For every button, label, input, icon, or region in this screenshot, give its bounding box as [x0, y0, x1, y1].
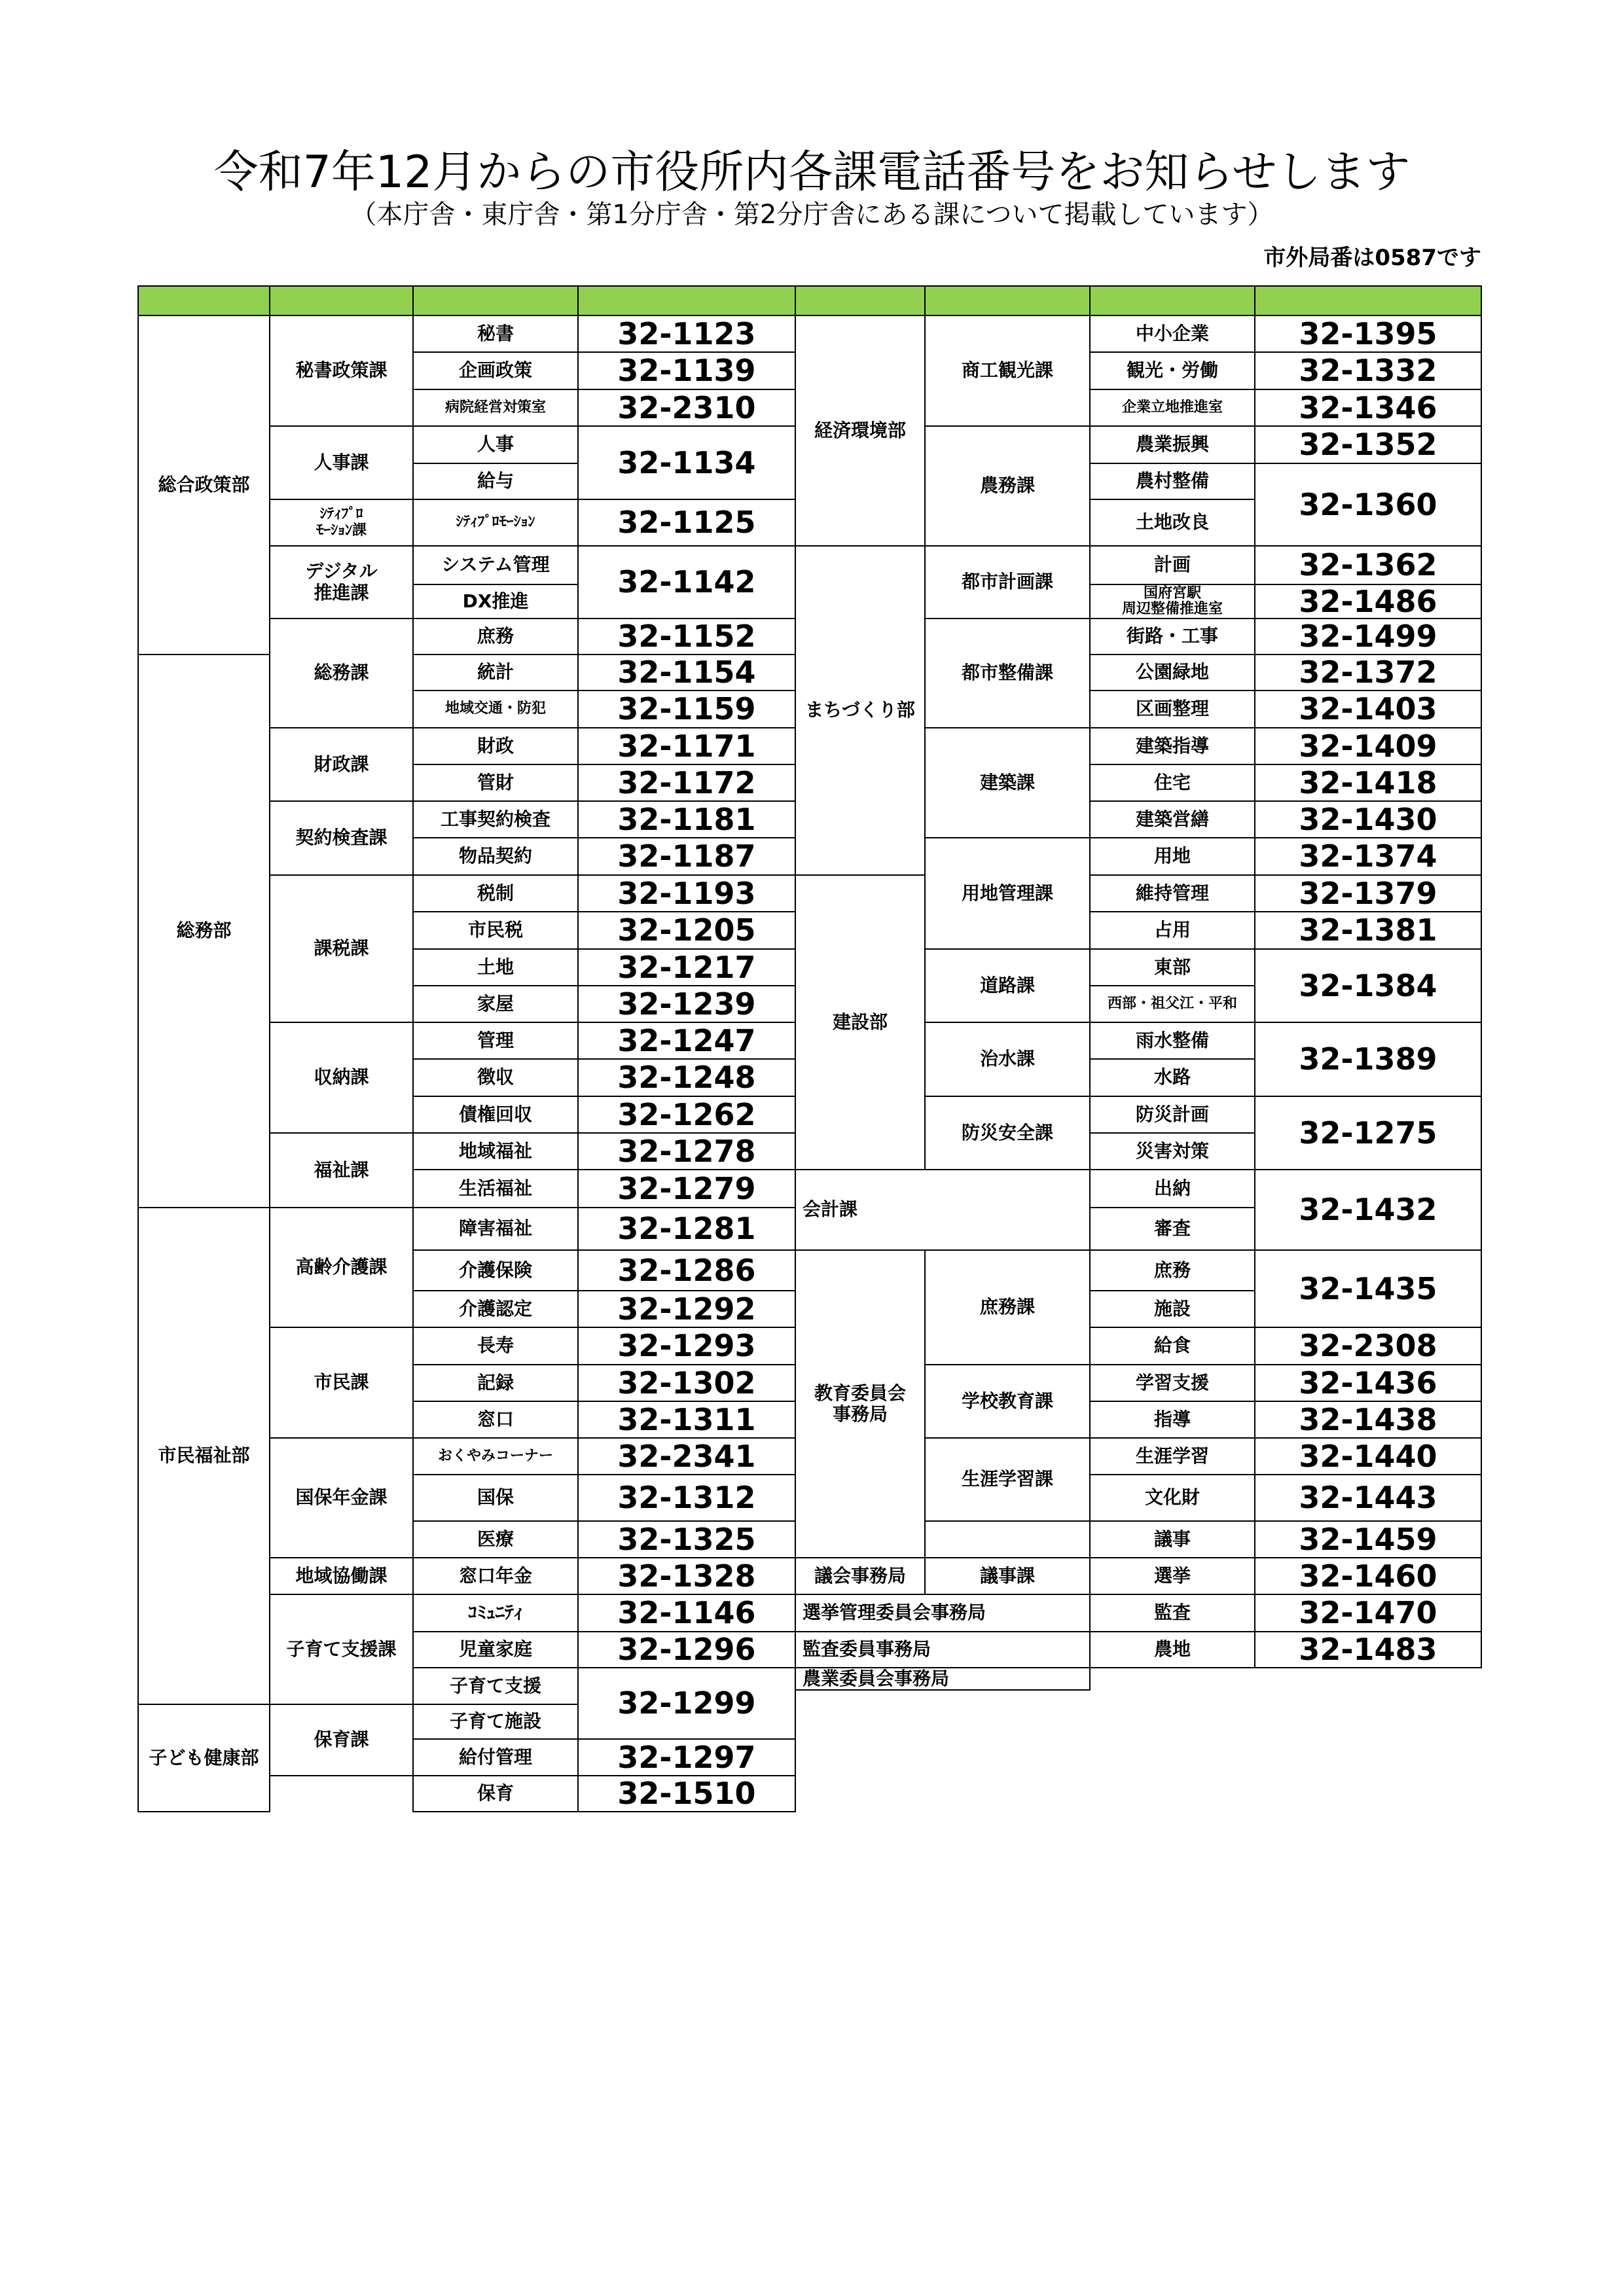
- right-header-dept: [795, 285, 926, 316]
- left-phone-3: 32-2310: [577, 389, 796, 427]
- left-group-1: 秘書: [412, 315, 579, 353]
- left-header-section: [269, 285, 414, 316]
- left-group-22: 債権回収: [412, 1096, 579, 1134]
- left-section-4: デジタル 推進課: [269, 545, 414, 619]
- right-group-1: 中小企業: [1089, 315, 1255, 353]
- right-section-11: 学校教育課: [924, 1364, 1091, 1439]
- left-phone-9: 32-1159: [577, 690, 796, 728]
- left-group-34: 窓口年金: [412, 1557, 579, 1595]
- right-group-2: 観光・労働: [1089, 351, 1255, 390]
- left-phone-36: 32-1297: [577, 1738, 796, 1776]
- right-section-2: 農務課: [924, 425, 1091, 547]
- left-group-40: 保育: [412, 1775, 579, 1812]
- left-phone-13: 32-1187: [577, 837, 796, 876]
- left-phone-5: 32-1125: [577, 499, 796, 547]
- right-group-3: 企業立地推進室: [1089, 389, 1255, 427]
- left-group-20: 管理: [412, 1022, 579, 1060]
- left-group-23: 地域福祉: [412, 1132, 579, 1170]
- left-section-16: 保育課: [269, 1704, 414, 1776]
- right-group-25: 審査: [1089, 1207, 1255, 1251]
- page-subtitle: （本庁舎・東庁舎・第1分庁舎・第2分庁舎にある課について掲載しています）: [350, 200, 1274, 230]
- right-group-4: 農業振興: [1089, 425, 1255, 464]
- right-phone-19: 32-1275: [1254, 1096, 1482, 1170]
- left-group-4: 人事: [412, 425, 579, 464]
- right-group-11: 区画整理: [1089, 690, 1255, 728]
- left-group-30: 窓口: [412, 1401, 579, 1439]
- right-phone-24: 32-1438: [1254, 1401, 1482, 1439]
- left-phone-29: 32-2341: [577, 1437, 796, 1475]
- left-phone-34: 32-1296: [577, 1631, 796, 1668]
- left-phone-4: 32-1134: [577, 425, 796, 500]
- right-phone-20: 32-1432: [1254, 1169, 1482, 1251]
- left-phone-16: 32-1217: [577, 948, 796, 986]
- left-group-13: 管財: [412, 764, 579, 802]
- left-section-7: 契約検査課: [269, 800, 414, 876]
- right-dept-8: 監査委員事務局: [795, 1631, 1091, 1668]
- left-phone-21: 32-1278: [577, 1132, 796, 1170]
- right-dept-4: 会計課: [795, 1169, 1091, 1251]
- right-dept-6: 議会事務局: [795, 1557, 926, 1595]
- left-group-3: 病院経営対策室: [412, 389, 579, 427]
- right-section-8: 治水課: [924, 1022, 1091, 1097]
- left-group-28: 長寿: [412, 1327, 579, 1365]
- right-group-36: 農地: [1089, 1631, 1255, 1668]
- left-section-1: 秘書政策課: [269, 315, 414, 427]
- left-section-12: 市民課: [269, 1327, 414, 1439]
- right-phone-21: 32-1435: [1254, 1249, 1482, 1328]
- left-group-17: 市民税: [412, 911, 579, 950]
- left-phone-33: 32-1146: [577, 1594, 796, 1632]
- right-group-8: 国府宮駅 周辺整備推進室: [1089, 584, 1255, 619]
- left-group-32: 国保: [412, 1474, 579, 1522]
- left-group-37: 子育て支援: [412, 1667, 579, 1705]
- right-phone-12: 32-1418: [1254, 764, 1482, 802]
- left-phone-27: 32-1302: [577, 1364, 796, 1402]
- right-group-34: 選挙: [1089, 1557, 1255, 1595]
- right-dept-2: まちづくり部: [795, 545, 926, 876]
- right-phone-1: 32-1395: [1254, 315, 1482, 353]
- right-group-31: 生涯学習: [1089, 1437, 1255, 1475]
- left-group-15: 物品契約: [412, 837, 579, 876]
- right-phone-26: 32-1443: [1254, 1474, 1482, 1522]
- right-group-18: 東部: [1089, 948, 1255, 986]
- left-phone-8: 32-1154: [577, 654, 796, 691]
- left-group-38: 子育て施設: [412, 1704, 579, 1740]
- right-phone-15: 32-1379: [1254, 874, 1482, 912]
- left-section-13: 国保年金課: [269, 1437, 414, 1558]
- right-group-14: 建築営繕: [1089, 800, 1255, 838]
- right-section-5: 建築課: [924, 727, 1091, 838]
- left-section-2: 人事課: [269, 425, 414, 500]
- left-group-39: 給付管理: [412, 1738, 579, 1776]
- left-section-15: 子育て支援課: [269, 1594, 414, 1705]
- left-group-21: 徴収: [412, 1058, 579, 1097]
- left-phone-10: 32-1171: [577, 727, 796, 765]
- right-group-6: 土地改良: [1089, 499, 1255, 547]
- right-phone-23: 32-1436: [1254, 1364, 1482, 1402]
- left-dept-3: 市民福祉部: [137, 1207, 270, 1705]
- right-group-22: 防災計画: [1089, 1096, 1255, 1134]
- right-header-group: [1089, 285, 1255, 316]
- left-phone-32: 32-1328: [577, 1557, 796, 1595]
- right-group-23: 災害対策: [1089, 1132, 1255, 1170]
- right-section-7: 道路課: [924, 948, 1091, 1023]
- right-phone-4: 32-1352: [1254, 425, 1482, 464]
- left-group-33: 医療: [412, 1520, 579, 1558]
- left-group-8: DX推進: [412, 584, 579, 619]
- right-section-3: 都市計画課: [924, 545, 1091, 619]
- left-phone-2: 32-1139: [577, 351, 796, 390]
- right-group-27: 施設: [1089, 1290, 1255, 1328]
- left-phone-11: 32-1172: [577, 764, 796, 802]
- right-phone-28: 32-1460: [1254, 1557, 1482, 1595]
- right-section-1: 商工観光課: [924, 315, 1091, 427]
- right-phone-3: 32-1346: [1254, 389, 1482, 427]
- right-group-20: 雨水整備: [1089, 1022, 1255, 1060]
- left-group-9: 庶務: [412, 618, 579, 655]
- right-group-16: 維持管理: [1089, 874, 1255, 912]
- left-section-14: 地域協働課: [269, 1557, 414, 1595]
- left-group-19: 家屋: [412, 985, 579, 1023]
- right-dept-5: 教育委員会 事務局: [795, 1249, 926, 1558]
- right-group-30: 指導: [1089, 1401, 1255, 1439]
- right-phone-5: 32-1360: [1254, 463, 1482, 547]
- left-group-10: 統計: [412, 654, 579, 691]
- right-group-24: 出納: [1089, 1169, 1255, 1208]
- left-group-27: 介護認定: [412, 1290, 579, 1328]
- left-section-9: 収納課: [269, 1022, 414, 1134]
- left-group-36: 児童家庭: [412, 1631, 579, 1668]
- left-phone-12: 32-1181: [577, 800, 796, 838]
- left-phone-14: 32-1193: [577, 874, 796, 912]
- left-phone-6: 32-1142: [577, 545, 796, 619]
- left-phone-1: 32-1123: [577, 315, 796, 353]
- right-phone-14: 32-1374: [1254, 837, 1482, 876]
- left-section-10: 福祉課: [269, 1132, 414, 1208]
- left-group-24: 生活福祉: [412, 1169, 579, 1208]
- right-group-15: 用地: [1089, 837, 1255, 876]
- left-section-8: 課税課: [269, 874, 414, 1023]
- left-group-12: 財政: [412, 727, 579, 765]
- left-phone-30: 32-1312: [577, 1474, 796, 1522]
- left-phone-31: 32-1325: [577, 1520, 796, 1558]
- right-phone-2: 32-1332: [1254, 351, 1482, 390]
- right-dept-1: 経済環境部: [795, 315, 926, 547]
- right-phone-9: 32-1372: [1254, 654, 1482, 691]
- right-phone-13: 32-1430: [1254, 800, 1482, 838]
- right-section-13: 議事課: [924, 1557, 1091, 1595]
- left-phone-17: 32-1239: [577, 985, 796, 1023]
- left-phone-35: 32-1299: [577, 1667, 796, 1740]
- right-group-13: 住宅: [1089, 764, 1255, 802]
- right-phone-25: 32-1440: [1254, 1437, 1482, 1475]
- area-code-note: 市外局番は0587です: [1263, 245, 1481, 271]
- left-phone-19: 32-1248: [577, 1058, 796, 1097]
- left-phone-18: 32-1247: [577, 1022, 796, 1060]
- right-group-21: 水路: [1089, 1058, 1255, 1097]
- right-group-7: 計画: [1089, 545, 1255, 585]
- right-dept-9: 農業委員会事務局: [795, 1667, 1091, 1691]
- right-group-5: 農村整備: [1089, 463, 1255, 500]
- left-phone-37: 32-1510: [577, 1775, 796, 1812]
- right-group-29: 学習支援: [1089, 1364, 1255, 1402]
- left-group-31: おくやみコーナー: [412, 1437, 579, 1475]
- right-phone-11: 32-1409: [1254, 727, 1482, 765]
- right-header-section: [924, 285, 1091, 316]
- right-section-9: 防災安全課: [924, 1096, 1091, 1170]
- right-group-12: 建築指導: [1089, 727, 1255, 765]
- right-phone-10: 32-1403: [1254, 690, 1482, 728]
- left-phone-26: 32-1293: [577, 1327, 796, 1365]
- right-group-17: 占用: [1089, 911, 1255, 950]
- right-phone-18: 32-1389: [1254, 1022, 1482, 1097]
- left-phone-24: 32-1286: [577, 1249, 796, 1291]
- right-phone-22: 32-2308: [1254, 1327, 1482, 1365]
- left-dept-4: 子ども健康部: [137, 1704, 270, 1812]
- left-group-18: 土地: [412, 948, 579, 986]
- right-group-33: 議事: [1089, 1520, 1255, 1558]
- right-phone-6: 32-1362: [1254, 545, 1482, 585]
- left-section-3: ｼﾃｨﾌﾟﾛ ﾓｰｼｮﾝ課: [269, 499, 414, 547]
- right-section-4: 都市整備課: [924, 618, 1091, 728]
- left-group-2: 企画政策: [412, 351, 579, 390]
- left-phone-28: 32-1311: [577, 1401, 796, 1439]
- left-header-phone: [577, 285, 796, 316]
- left-group-35: ｺﾐｭﾆﾃｨ: [412, 1594, 579, 1632]
- right-phone-7: 32-1486: [1254, 584, 1482, 619]
- right-dept-3: 建設部: [795, 874, 926, 1170]
- right-phone-30: 32-1483: [1254, 1631, 1482, 1668]
- right-group-32: 文化財: [1089, 1474, 1255, 1522]
- left-group-25: 障害福祉: [412, 1207, 579, 1251]
- left-phone-22: 32-1279: [577, 1169, 796, 1208]
- left-phone-23: 32-1281: [577, 1207, 796, 1251]
- left-phone-7: 32-1152: [577, 618, 796, 655]
- right-group-9: 街路・工事: [1089, 618, 1255, 655]
- right-group-28: 給食: [1089, 1327, 1255, 1365]
- right-dept-7: 選挙管理委員会事務局: [795, 1594, 1091, 1632]
- left-group-16: 税制: [412, 874, 579, 912]
- left-section-5: 総務課: [269, 618, 414, 728]
- left-section-6: 財政課: [269, 727, 414, 802]
- page-title: 令和7年12月からの市役所内各課電話番号をお知らせします: [213, 147, 1411, 198]
- right-section-10: 庶務課: [924, 1249, 1091, 1365]
- right-phone-8: 32-1499: [1254, 618, 1482, 655]
- right-section-6: 用地管理課: [924, 837, 1091, 950]
- left-section-11: 高齢介護課: [269, 1207, 414, 1328]
- right-phone-27: 32-1459: [1254, 1520, 1482, 1558]
- left-header-dept: [137, 285, 270, 316]
- right-group-35: 監査: [1089, 1594, 1255, 1632]
- left-dept-2: 総務部: [137, 654, 270, 1208]
- left-group-11: 地域交通・防犯: [412, 690, 579, 728]
- left-header-group: [412, 285, 579, 316]
- right-section-12: 生涯学習課: [924, 1437, 1091, 1522]
- right-phone-16: 32-1381: [1254, 911, 1482, 950]
- right-group-26: 庶務: [1089, 1249, 1255, 1291]
- left-group-5: 給与: [412, 463, 579, 500]
- left-group-14: 工事契約検査: [412, 800, 579, 838]
- left-phone-25: 32-1292: [577, 1290, 796, 1328]
- left-phone-20: 32-1262: [577, 1096, 796, 1134]
- right-phone-29: 32-1470: [1254, 1594, 1482, 1632]
- left-dept-1: 総合政策部: [137, 315, 270, 655]
- left-phone-15: 32-1205: [577, 911, 796, 950]
- right-group-10: 公園緑地: [1089, 654, 1255, 691]
- left-group-29: 記録: [412, 1364, 579, 1402]
- left-group-6: ｼﾃｨﾌﾟﾛﾓｰｼｮﾝ: [412, 499, 579, 547]
- left-group-7: システム管理: [412, 545, 579, 585]
- right-header-phone: [1254, 285, 1482, 316]
- left-group-26: 介護保険: [412, 1249, 579, 1291]
- right-phone-17: 32-1384: [1254, 948, 1482, 1023]
- right-group-19: 西部・祖父江・平和: [1089, 985, 1255, 1023]
